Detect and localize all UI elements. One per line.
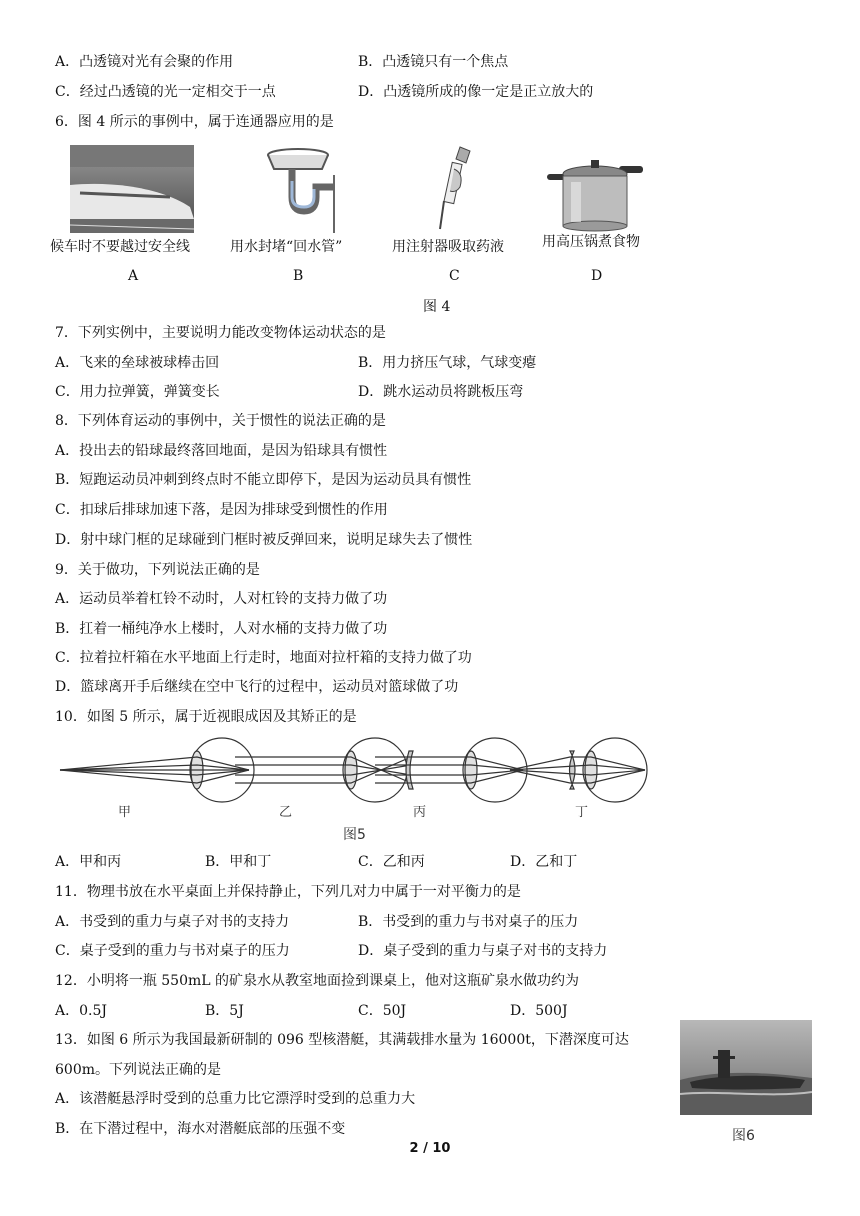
q7-option-c: C．用力拉弹簧，弹簧变长 [55, 384, 220, 400]
figure4-letter-d: D [591, 268, 603, 284]
q13-option-a: A．该潜艇悬浮时受到的总重力比它漂浮时受到的总重力大 [55, 1091, 416, 1107]
figure4-letter-c: C [449, 268, 460, 284]
figure4-caption-d: 用高压锅煮食物 [542, 234, 640, 250]
q12-option-a: A．0.5J [55, 1003, 107, 1019]
q7-stem: 7．下列实例中，主要说明力能改变物体运动状态的是 [55, 325, 386, 341]
figure5-title: 图5 [343, 827, 366, 843]
q11-option-a: A．书受到的重力与桌子对书的支持力 [55, 914, 290, 930]
q12-stem: 12．小明将一瓶 550mL 的矿泉水从教室地面捡到课桌上，他对这瓶矿泉水做功约为 [55, 973, 580, 989]
figure4-caption-b: 用水封堵“回水管” [230, 239, 343, 255]
figure4-letter-b: B [293, 268, 304, 284]
q11-option-c: C．桌子受到的重力与书对桌子的压力 [55, 943, 290, 959]
q6-stem: 6．图 4 所示的事例中，属于连通器应用的是 [55, 114, 334, 130]
q9-option-b: B．扛着一桶纯净水上楼时，人对水桶的支持力做了功 [55, 621, 388, 637]
q10-option-d: D．乙和丁 [510, 854, 578, 870]
q5-option-a: A．凸透镜对光有会聚的作用 [55, 54, 234, 70]
figure4-title: 图 4 [423, 299, 451, 315]
q7-option-b: B．用力挤压气球，气球变瘪 [358, 355, 537, 371]
pressure-cooker-drawing [545, 152, 645, 232]
q9-option-d: D．篮球离开手后继续在空中飞行的过程中，运动员对篮球做了功 [55, 679, 459, 695]
q13-option-b: B．在下潜过程中，海水对潜艇底部的压强不变 [55, 1121, 346, 1137]
q10-option-c: C．乙和丙 [358, 854, 425, 870]
q9-option-a: A．运动员举着杠铃不动时，人对杠铃的支持力做了功 [55, 591, 388, 607]
eye-label-jia: 甲 [118, 805, 132, 820]
q5-option-c: C．经过凸透镜的光一定相交于一点 [55, 84, 276, 100]
q8-option-c: C．扣球后排球加速下落，是因为排球受到惯性的作用 [55, 502, 388, 518]
train-photo [70, 145, 194, 233]
drain-trap-drawing [258, 145, 338, 233]
q8-option-d: D．射中球门框的足球碰到门框时被反弹回来，说明足球失去了惯性 [55, 532, 473, 548]
q8-option-a: A．投出去的铅球最终落回地面，是因为铅球具有惯性 [55, 443, 388, 459]
eye-label-bing: 丙 [413, 805, 427, 820]
q12-option-b: B．5J [205, 1003, 244, 1019]
eye-label-ding: 丁 [575, 805, 589, 820]
q10-stem: 10．如图 5 所示，属于近视眼成因及其矫正的是 [55, 709, 357, 725]
eye-label-yi: 乙 [279, 805, 293, 820]
q11-option-b: B．书受到的重力与书对桌子的压力 [358, 914, 579, 930]
q7-option-d: D．跳水运动员将跳板压弯 [358, 384, 524, 400]
submarine-photo [680, 1020, 812, 1115]
syringe-drawing [430, 143, 482, 233]
q8-stem: 8．下列体育运动的事例中，关于惯性的说法正确的是 [55, 413, 386, 429]
q11-stem: 11．物理书放在水平桌面上并保持静止，下列几对力中属于一对平衡力的是 [55, 884, 521, 900]
q10-option-a: A．甲和丙 [55, 854, 122, 870]
q7-option-a: A．飞来的垒球被球棒击回 [55, 355, 220, 371]
q11-option-d: D．桌子受到的重力与桌子对书的支持力 [358, 943, 608, 959]
q12-option-d: D．500J [510, 1003, 568, 1019]
figure4-letter-a: A [128, 268, 139, 284]
q13-stem-line2: 600m。下列说法正确的是 [55, 1062, 221, 1078]
q5-option-b: B．凸透镜只有一个焦点 [358, 54, 509, 70]
page-number: 2 / 10 [409, 1141, 451, 1156]
q9-option-c: C．拉着拉杆箱在水平地面上行走时，地面对拉杆箱的支持力做了功 [55, 650, 472, 666]
q5-option-d: D．凸透镜所成的像一定是正立放大的 [358, 84, 594, 100]
figure6-title: 图6 [732, 1128, 755, 1144]
figure4-caption-a: 候车时不要越过安全线 [50, 239, 190, 255]
q13-stem-line1: 13．如图 6 所示为我国最新研制的 096 型核潜艇，其满载排水量为 16000t，下潜深度可达 [55, 1032, 629, 1048]
figure4-caption-c: 用注射器吸取药液 [392, 239, 504, 255]
q9-stem: 9．关于做功，下列说法正确的是 [55, 562, 260, 578]
q12-option-c: C．50J [358, 1003, 407, 1019]
eye-diagrams [55, 735, 655, 830]
q10-option-b: B．甲和丁 [205, 854, 272, 870]
q8-option-b: B．短跑运动员冲刺到终点时不能立即停下，是因为运动员具有惯性 [55, 472, 472, 488]
